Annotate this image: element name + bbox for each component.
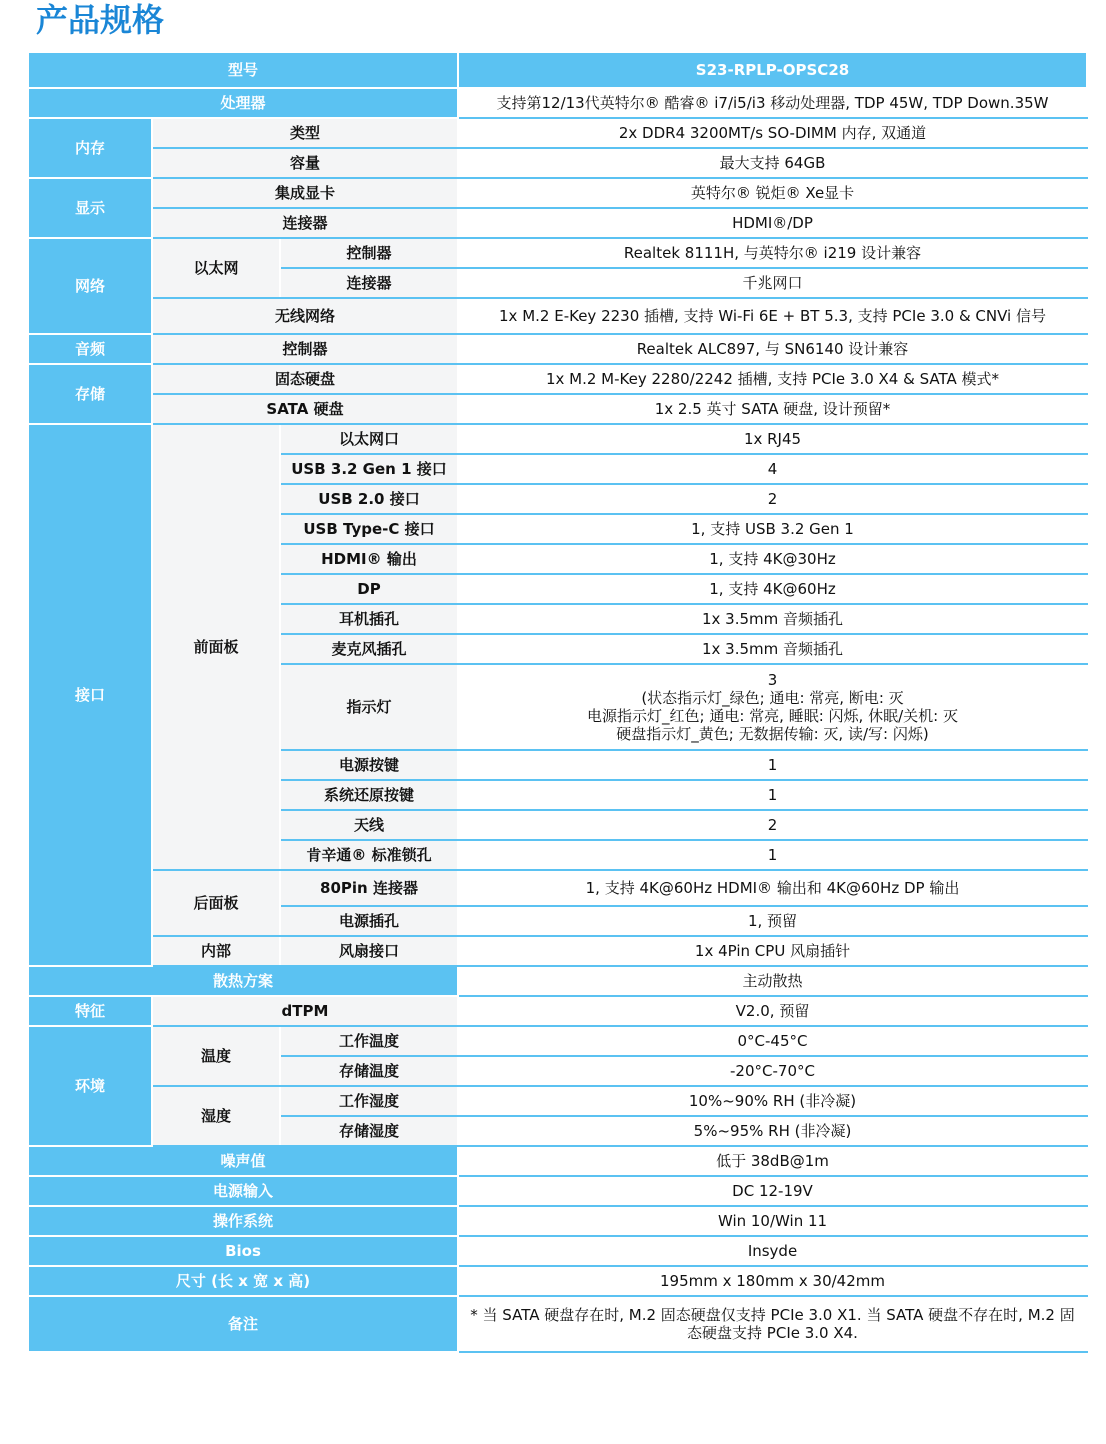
io-front-label: 以太网口 [280,424,458,454]
io-fan-label: 风扇接口 [280,936,458,966]
cpu-value: 支持第12/13代英特尔® 酷睿® i7/i5/i3 移动处理器, TDP 45W, TDP Down.35W [458,88,1087,118]
display-group: 显示 [28,178,152,238]
io-front-label: 天线 [280,810,458,840]
cpu-label: 处理器 [28,88,458,118]
row-note [28,1296,1087,1352]
io-front-value: 1 [458,840,1087,870]
row-io-front-0 [28,424,1087,454]
bios-value: Insyde [458,1236,1087,1266]
row-bios [28,1236,1087,1266]
mem-type-label: 类型 [152,118,458,148]
row-io-internal [28,936,1087,966]
row-cpu [28,88,1087,118]
row-model [28,52,1087,88]
mem-group: 内存 [28,118,152,178]
note-value: * 当 SATA 硬盘存在时, M.2 固态硬盘仅支持 PCIe 3.0 X1. 当 SATA 硬盘不存在时, M.2 固态硬盘支持 PCIe 3.0 X4. [458,1296,1087,1352]
display-gpu-label: 集成显卡 [152,178,458,208]
cooling-label: 散热方案 [28,966,458,996]
display-conn-label: 连接器 [152,208,458,238]
io-front-value: 4 [458,454,1087,484]
row-env-temp-work [28,1026,1087,1056]
row-os [28,1206,1087,1236]
io-front-label: 系统还原按键 [280,780,458,810]
io-fan-value: 1x 4Pin CPU 风扇插针 [458,936,1087,966]
env-hum-work-value: 10%~90% RH (非冷凝) [458,1086,1087,1116]
row-audio [28,334,1087,364]
mem-cap-label: 容量 [152,148,458,178]
io-internal: 内部 [152,936,280,966]
power-value: DC 12-19V [458,1176,1087,1206]
net-wifi-label: 无线网络 [152,298,458,334]
net-conn-value: 千兆网口 [458,268,1087,298]
io-front-label: 麦克风插孔 [280,634,458,664]
env-temp-store-label: 存储温度 [280,1056,458,1086]
env-temp-work-label: 工作温度 [280,1026,458,1056]
io-front-label: USB 2.0 接口 [280,484,458,514]
env-temp-work-value: 0°C-45°C [458,1026,1087,1056]
size-label: 尺寸 (长 x 宽 x 高) [28,1266,458,1296]
display-gpu-value: 英特尔® 锐炬® Xe显卡 [458,178,1087,208]
io-front-label: HDMI® 输出 [280,544,458,574]
mem-type-value: 2x DDR4 3200MT/s SO-DIMM 内存, 双通道 [458,118,1087,148]
io-rear-value: 1, 预留 [458,906,1087,936]
row-size [28,1266,1087,1296]
row-noise [28,1146,1087,1176]
row-mem-type [28,118,1087,148]
io-front-value: 2 [458,484,1087,514]
row-io-rear-0 [28,870,1087,906]
io-rear-label: 80Pin 连接器 [280,870,458,906]
audio-group: 音频 [28,334,152,364]
model-label: 型号 [28,52,458,88]
net-eth: 以太网 [152,238,280,298]
page-title: 产品规格 [36,1,165,39]
row-display-conn [28,208,1087,238]
io-front-label: USB 3.2 Gen 1 接口 [280,454,458,484]
env-hum-store-value: 5%~95% RH (非冷凝) [458,1116,1087,1146]
net-group: 网络 [28,238,152,334]
row-display-gpu [28,178,1087,208]
env-hum-work-label: 工作湿度 [280,1086,458,1116]
io-front-label: 耳机插孔 [280,604,458,634]
row-storage-sata [28,394,1087,424]
row-storage-ssd [28,364,1087,394]
feature-group: 特征 [28,996,152,1026]
io-front-value: 1 [458,750,1087,780]
os-value: Win 10/Win 11 [458,1206,1087,1236]
env-hum-store-label: 存储湿度 [280,1116,458,1146]
io-front-value: 2 [458,810,1087,840]
storage-sata-value: 1x 2.5 英寸 SATA 硬盘, 设计预留* [458,394,1087,424]
io-front-label: USB Type-C 接口 [280,514,458,544]
io-front-value: 1, 支持 USB 3.2 Gen 1 [458,514,1087,544]
row-power [28,1176,1087,1206]
mem-cap-value: 最大支持 64GB [458,148,1087,178]
io-front-value: 1x 3.5mm 音频插孔 [458,604,1087,634]
io-front: 前面板 [152,424,280,870]
note-label: 备注 [28,1296,458,1352]
bios-label: Bios [28,1236,458,1266]
storage-ssd-value: 1x M.2 M-Key 2280/2242 插槽, 支持 PCIe 3.0 X4 & SATA 模式* [458,364,1087,394]
power-label: 电源输入 [28,1176,458,1206]
io-front-value: 1x RJ45 [458,424,1087,454]
io-front-label: 肯辛通® 标准锁孔 [280,840,458,870]
net-wifi-value: 1x M.2 E-Key 2230 插槽, 支持 Wi-Fi 6E + BT 5.3, 支持 PCIe 3.0 & CNVi 信号 [458,298,1087,334]
storage-ssd-label: 固态硬盘 [152,364,458,394]
io-front-label: DP [280,574,458,604]
storage-sata-label: SATA 硬盘 [152,394,458,424]
noise-value: 低于 38dB@1m [458,1146,1087,1176]
io-group: 接口 [28,424,152,966]
env-hum: 湿度 [152,1086,280,1146]
size-value: 195mm x 180mm x 30/42mm [458,1266,1087,1296]
env-temp: 温度 [152,1026,280,1086]
storage-group: 存储 [28,364,152,424]
io-front-value: 1 [458,780,1087,810]
noise-label: 噪声值 [28,1146,458,1176]
display-conn-value: HDMI®/DP [458,208,1087,238]
env-temp-store-value: -20°C-70°C [458,1056,1087,1086]
model-value: S23-RPLP-OPSC28 [458,52,1087,88]
cooling-value: 主动散热 [458,966,1087,996]
io-front-value: 1, 支持 4K@30Hz [458,544,1087,574]
row-net-wifi [28,298,1087,334]
audio-ctrl-label: 控制器 [152,334,458,364]
os-label: 操作系统 [28,1206,458,1236]
net-ctrl-label: 控制器 [280,238,458,268]
row-feature [28,996,1087,1026]
feature-label: dTPM [152,996,458,1026]
io-front-value: 3 (状态指示灯_绿色; 通电: 常亮, 断电: 灭 电源指示灯_红色; 通电: 常亮, 睡眠: 闪烁, 休眠/关机: 灭 硬盘指示灯_黄色; 无数据传输: 灭, 读/写: 闪烁) [458,664,1087,750]
row-cooling [28,966,1087,996]
feature-value: V2.0, 预留 [458,996,1087,1026]
net-conn-label: 连接器 [280,268,458,298]
row-mem-cap [28,148,1087,178]
io-rear-label: 电源插孔 [280,906,458,936]
io-front-value: 1x 3.5mm 音频插孔 [458,634,1087,664]
io-rear-value: 1, 支持 4K@60Hz HDMI® 输出和 4K@60Hz DP 输出 [458,870,1087,906]
row-env-hum-work [28,1086,1087,1116]
io-front-label: 电源按键 [280,750,458,780]
audio-ctrl-value: Realtek ALC897, 与 SN6140 设计兼容 [458,334,1087,364]
net-ctrl-value: Realtek 8111H, 与英特尔® i219 设计兼容 [458,238,1087,268]
env-group: 环境 [28,1026,152,1146]
spec-table [27,51,1088,1353]
io-front-value: 1, 支持 4K@60Hz [458,574,1087,604]
io-front-label: 指示灯 [280,664,458,750]
io-rear: 后面板 [152,870,280,936]
row-net-ctrl [28,238,1087,268]
